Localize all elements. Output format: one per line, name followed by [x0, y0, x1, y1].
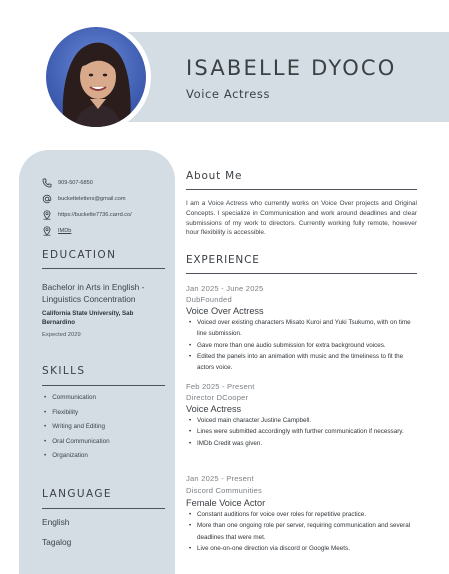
job-bullet: • Lines were submitted accordingly with further communication if necessary. — [188, 426, 418, 437]
imdb-link[interactable]: IMDb — [58, 228, 72, 234]
candidate-name: ISABELLE DYOCO — [186, 56, 397, 80]
job-company: Director DCooper — [186, 393, 249, 402]
job-bullet-list — [188, 509, 418, 554]
job-date: Jan 2025 - Present — [186, 474, 254, 483]
skill-item: • Writing and Editing — [42, 422, 110, 437]
skills-heading: SKILLS — [42, 365, 86, 377]
contact-imdb[interactable] — [42, 226, 71, 236]
job-bullet: • Voiced over existing characters Misato Kuroi and Yuki Tsukumo, with on time line submission. — [188, 317, 418, 340]
job-title: Voice Actress — [186, 87, 271, 101]
education-heading: EDUCATION — [42, 249, 117, 261]
job-date: Jan 2025 - June 2025 — [186, 284, 264, 293]
education-year: Expected 2029 — [42, 332, 81, 338]
experience-heading: EXPERIENCE — [186, 254, 260, 266]
skill-item: • Organization — [42, 451, 110, 466]
phone-text: 909-507-6850 — [58, 180, 93, 186]
location-pin-icon — [42, 210, 52, 220]
job-bullet: • Gave more than one audio submission for extra background voices. — [188, 340, 418, 351]
job-bullet: • Live one-on-one direction via discord or Google Meets. — [188, 543, 418, 554]
job-company: Discord Communities — [186, 486, 262, 495]
contact-phone — [42, 178, 93, 188]
skill-item: • Oral Communication — [42, 437, 110, 452]
skill-item: • Communication — [42, 393, 110, 408]
email-text: bucketteletters@gmail.com — [58, 196, 126, 202]
contact-website[interactable] — [42, 210, 132, 220]
skill-item: • Flexibility — [42, 408, 110, 423]
job-bullet: • Constant auditions for voice over roles for repetitive practice. — [188, 509, 418, 520]
language-item: English — [42, 517, 70, 527]
education-divider — [42, 268, 165, 269]
job-bullet: • Edited the panels into an animation with music and the timeliness to fit the actors voice. — [188, 351, 418, 374]
phone-icon — [42, 178, 52, 188]
about-divider — [186, 189, 417, 190]
about-heading: About Me — [186, 170, 243, 182]
language-heading: LANGUAGE — [42, 488, 112, 500]
job-bullet: • More than one ongoing role per server, requiring communication and several deadlines that were met. — [188, 520, 418, 543]
profile-photo — [46, 27, 146, 127]
job-bullet-list — [188, 415, 418, 449]
job-bullet-list — [188, 317, 418, 373]
language-divider — [42, 508, 165, 509]
at-sign-icon — [42, 194, 52, 204]
location-pin-icon — [42, 226, 52, 236]
skills-divider — [42, 385, 165, 386]
experience-divider — [186, 273, 417, 274]
job-date: Feb 2025 - Present — [186, 382, 255, 391]
job-role: Voice Actress — [186, 404, 242, 414]
job-role: Female Voice Actor — [186, 498, 266, 508]
job-company: DubFounded — [186, 295, 232, 304]
job-bullet: • IMDb Credit was given. — [188, 438, 418, 449]
education-degree: Bachelor in Arts in English - Linguistics Concentration — [42, 282, 145, 304]
job-role: Voice Over Actress — [186, 306, 264, 316]
job-bullet: • Voiced main character Justine Campbell. — [188, 415, 418, 426]
education-school: California State University, Sab Bernardino — [42, 310, 134, 326]
skills-list — [42, 393, 110, 466]
website-text: https://buckette7736.carrd.co/ — [58, 212, 132, 218]
contact-email[interactable] — [42, 194, 126, 204]
about-text: I am a Voice Actress who currently works on Voice Over projects and Original Concepts. I specialize in Communication and work around deadlines and clear submissions of my work to directors. Currently working fully remote, however hour flexibility is accessible. — [186, 200, 417, 237]
language-item: Tagalog — [42, 537, 72, 547]
